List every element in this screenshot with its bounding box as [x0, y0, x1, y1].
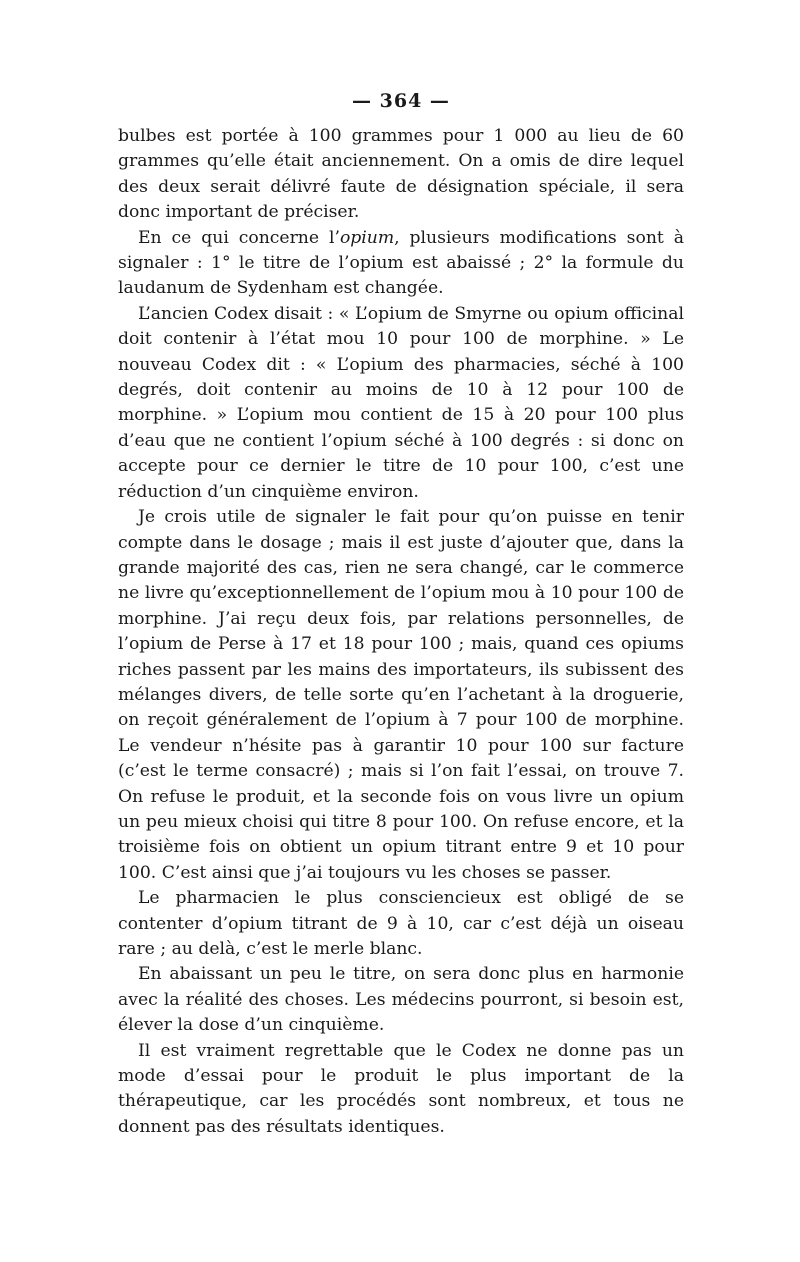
paragraph-4-text: Je crois utile de signaler le fait pour qu’on puisse en tenir compte dans le dosage ; mais il est juste d’ajouter que, dans la grande majorité des cas, rien ne sera changé, car le commerce ne livre qu’exceptionnellement de l’opium mou à 10 pour 100 de morphine. J’ai reçu deux fois, par relations personnelles, de l’opium de Perse à 17 et 18 pour 100 ; mais, quand ces opiums riches passent par les mains des importateurs, ils subissent des mélanges divers, de telle sorte qu’en l’achetant à la droguerie, on reçoit généralement de l’opium à 7 pour 100 de morphine. Le vendeur n’hésite pas à garantir 10 pour 100 sur facture (c’est le terme consacré) ; mais si l’on fait l’essai, on trouve 7. On refuse le produit, et la seconde fois on vous livre un opium un peu mieux choisi qui titre 8 pour 100. On refuse encore, et la troisième fois on obtient un opium titrant entre 9 et 10 pour 100. C’est ainsi que j’ai toujours vu les choses se passer. — [118, 507, 684, 883]
paragraph-5-text: Le pharmacien le plus consciencieux est obligé de se contenter d’opium titrant de 9 à 10, car c’est déjà un oiseau rare ; au delà, c’est le merle blanc. — [118, 888, 684, 959]
paragraph-6-text: En abaissant un peu le titre, on sera donc plus en harmonie avec la réalité des choses. Les médecins pourront, si besoin est, élever la dose d’un cinquième. — [118, 964, 684, 1036]
paragraph-4 — [118, 505, 684, 886]
paragraph-1-text: bulbes est portée à 100 grammes pour 1 000 au lieu de 60 grammes qu’elle était anciennement. On a omis de dire lequel des deux serait délivré faute de désignation spéciale, il sera donc important de préciser. — [118, 126, 684, 223]
paragraph-5 — [118, 886, 684, 962]
book-page — [118, 88, 684, 1140]
paragraph-3 — [118, 302, 684, 505]
page-number: — 364 — — [352, 90, 450, 112]
body-text — [118, 124, 684, 1140]
paragraph-6 — [118, 962, 684, 1038]
paragraph-7 — [118, 1039, 684, 1141]
paragraph-7-text: Il est vraiment regrettable que le Codex ne donne pas un mode d’essai pour le produit le plus important de la thérapeutique, car les procédés sont nombreux, et tous ne donnent pas des résultats identiques. — [118, 1040, 684, 1137]
paragraph-2-post: , plusieurs modifications sont à signaler : 1° le titre de l’opium est abaissé ; 2° la formule du laudanum de Sydenham est changée. — [118, 227, 684, 299]
paragraph-3-text: L’ancien Codex disait : « L’opium de Smyrne ou opium officinal doit contenir à l’état mou 10 pour 100 de morphine. » Le nouveau Codex dit : « L’opium des pharmacies, séché à 100 degrés, doit contenir au moins de 10 à 12 pour 100 de morphine. » L’opium mou contient de 15 à 20 pour 100 plus d’eau que ne contient l’opium séché à 100 degrés : si donc on accepte pour ce dernier le titre de 10 pour 100, c’est une réduction d’un cinquième environ. — [118, 303, 684, 502]
paragraph-2-italic-word: opium — [339, 227, 395, 248]
paragraph-2-pre: En ce qui concerne l’ — [138, 227, 340, 248]
paragraph-2 — [118, 226, 684, 302]
paragraph-1 — [118, 124, 684, 226]
